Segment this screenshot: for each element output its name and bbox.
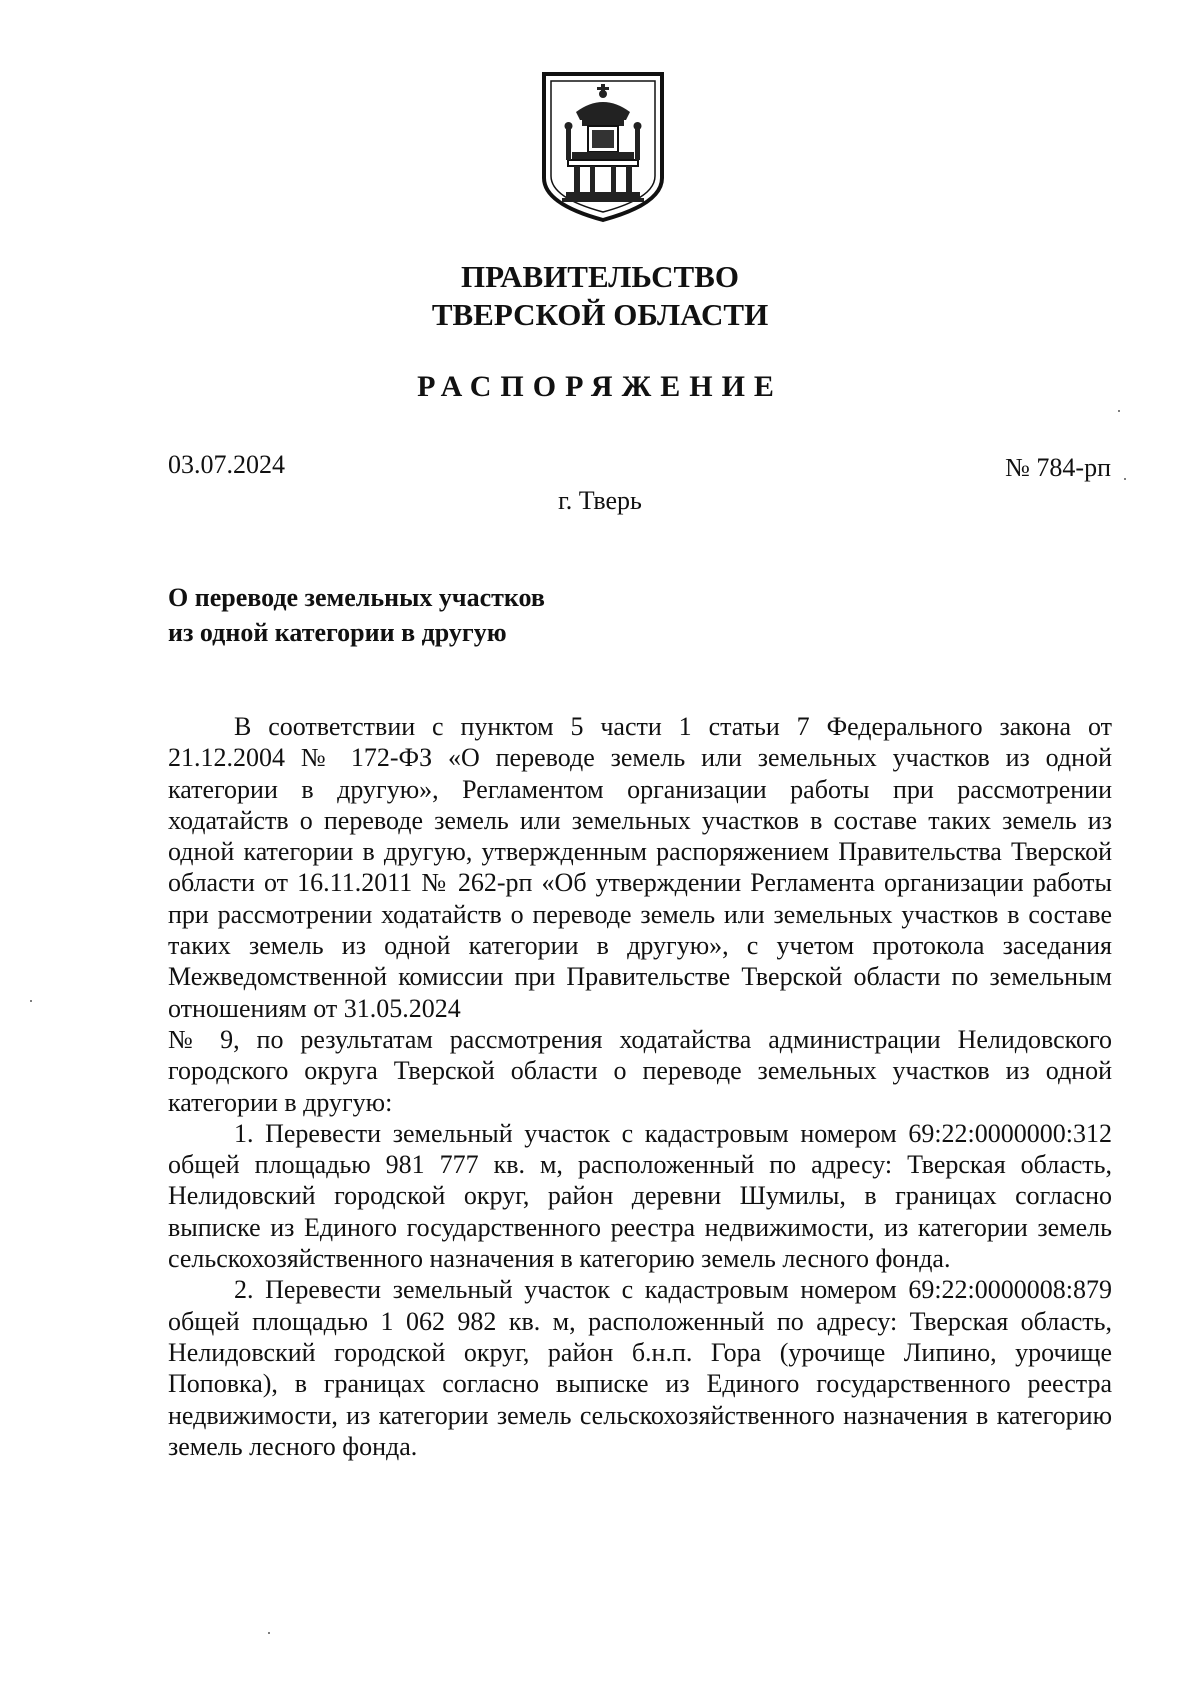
document-body	[168, 711, 1112, 1462]
tver-oblast-coat-of-arms-icon	[540, 70, 666, 224]
subject-line-1: О переводе земельных участков	[168, 583, 545, 612]
document-subject	[168, 580, 545, 650]
item-1-paragraph: 1. Перевести земельный участок с кадастровым номером 69:22:0000000:312 общей площадью 981 777 кв. м, расположенный по адресу: Тверская область, Нелидовский городской округ, район деревни Шумилы, в границах согласно выписке из Единого государственного реестра недвижимости, из категории земель сельскохозяйственного назначения в категорию земель лесного фонда.	[168, 1118, 1112, 1274]
document-number: № 784-рп	[1005, 453, 1111, 482]
organization-title	[0, 258, 1200, 334]
preamble-continuation: № 9, по результатам рассмотрения ходатайства администрации Нелидовского городского округа Тверской области о переводе земельных участков из одной категории в другую:	[168, 1024, 1112, 1117]
scan-speck	[268, 1632, 270, 1634]
scan-speck	[1124, 478, 1126, 480]
document-date: 03.07.2024	[168, 450, 285, 479]
document-city: г. Тверь	[558, 486, 642, 515]
scan-speck	[1118, 410, 1120, 412]
organization-line-2: ТВЕРСКОЙ ОБЛАСТИ	[431, 297, 769, 332]
scan-speck	[30, 1000, 32, 1002]
item-2-paragraph: 2. Перевести земельный участок с кадастровым номером 69:22:0000008:879 общей площадью 1 062 982 кв. м, расположенный по адресу: Тверская область, Нелидовский городской округ, район б.н.п. Гора (урочище Липино, урочище Поповка), в границах согласно выписке из Единого государственного реестра недвижимости, из категории земель сельскохозяйственного назначения в категорию земель лесного фонда.	[168, 1275, 1112, 1461]
preamble-paragraph: В соответствии с пунктом 5 части 1 статьи 7 Федерального закона от 21.12.2004 № 172-ФЗ «О переводе земель или земельных участков из одной категории в другую», Регламентом организации работы при рассмотрении ходатайств о переводе земель или земельных участков в составе таких земель из одной категории в другую, утвержденным распоряжением Правительства Тверской области от 16.11.2011 № 262-рп «Об утверждении Регламента организации работы при рассмотрении ходатайств о переводе земель или земельных участков в составе таких земель из одной категории в другую», с учетом протокола заседания Межведомственной комиссии при Правительстве Тверской области по земельным отношениям от 31.05.2024	[168, 712, 1112, 1023]
document-type: РАСПОРЯЖЕНИЕ	[417, 370, 783, 403]
subject-line-2: из одной категории в другую	[168, 618, 507, 647]
organization-line-1: ПРАВИТЕЛЬСТВО	[461, 259, 739, 294]
